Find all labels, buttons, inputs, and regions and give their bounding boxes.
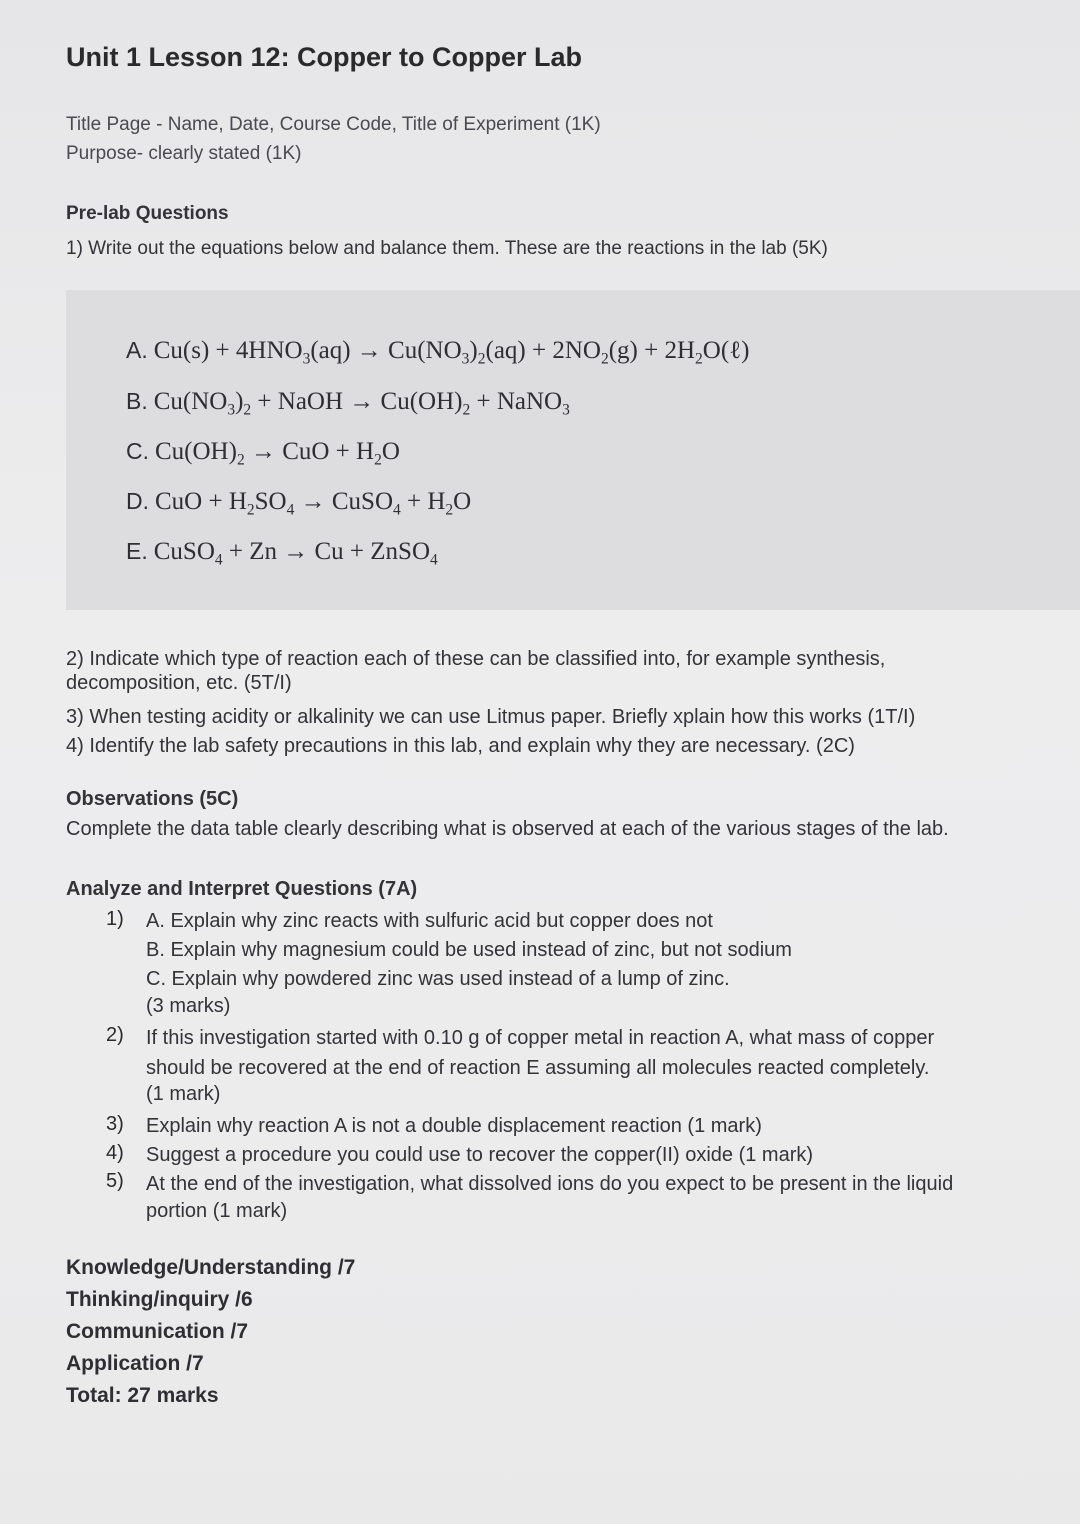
analyze-question-1-marks: (3 marks)	[146, 995, 231, 1017]
analyze-question-3: Explain why reaction A is not a double displacement reaction (1 mark)	[146, 1115, 762, 1137]
page-title: Unit 1 Lesson 12: Copper to Copper Lab	[66, 42, 583, 72]
question-number: 5)	[106, 1170, 124, 1192]
prelab-question-3: 3) When testing acidity or alkalinity we can use Litmus paper. Briefly xplain how this works (1T/I)	[66, 706, 916, 728]
equation-label: B.	[126, 388, 148, 414]
prelab-question-2-line1: 2) Indicate which type of reaction each of these can be classified into, for example synthesis,	[66, 648, 886, 670]
analyze-question-1c: C. Explain why powdered zinc was used instead of a lump of zinc.	[146, 968, 730, 990]
observations-text: Complete the data table clearly describing what is observed at each of the various stages of the lab.	[66, 818, 949, 840]
score-communication: Communication /7	[66, 1320, 249, 1343]
prelab-question-4: 4) Identify the lab safety precautions in this lab, and explain why they are necessary. (2C)	[66, 735, 855, 757]
score-thinking: Thinking/inquiry /6	[66, 1288, 253, 1311]
score-knowledge: Knowledge/Understanding /7	[66, 1256, 356, 1279]
equation-c: C. $Cu(OH)_2$ → CuO + $H_2O$	[126, 438, 400, 469]
score-total: Total: 27 marks	[66, 1384, 219, 1407]
equation-e: E. CuSO$_4$ + Zn → Cu + ZnSO$_4$	[126, 538, 438, 569]
equation-label: E.	[126, 538, 148, 564]
question-number: 1)	[106, 908, 124, 930]
equation-a: A. $Cu(s) + 4HNO_3(aq) \to Cu(NO_3)_2(aq) + 2NO_2(g)$ + $2H_2O(\ell)$	[126, 337, 750, 368]
analyze-question-2-line1: If this investigation started with 0.10 g of copper metal in reaction A, what mass of copper	[146, 1027, 935, 1049]
question-number: 2)	[106, 1024, 124, 1046]
question-number: 3)	[106, 1113, 124, 1135]
score-application: Application /7	[66, 1352, 204, 1375]
equation-label: C.	[126, 438, 149, 464]
equation-label: D.	[126, 488, 149, 514]
analyze-question-2-line2: should be recovered at the end of reaction E assuming all molecules reacted completely.	[146, 1057, 930, 1079]
observations-heading: Observations (5C)	[66, 788, 239, 810]
prelab-question-1: 1) Write out the equations below and balance them. These are the reactions in the lab (5K)	[66, 238, 828, 259]
analyze-question-1a: A. Explain why zinc reacts with sulfuric acid but copper does not	[146, 910, 713, 932]
equation-d: D. CuO + $H_2SO_4$ → CuSO$_4$ + $H_2O$	[126, 488, 472, 519]
prelab-question-2-line2: decomposition, etc. (5T/I)	[66, 672, 292, 694]
purpose-requirement: Purpose- clearly stated (1K)	[66, 143, 302, 164]
analyze-heading: Analyze and Interpret Questions (7A)	[66, 878, 418, 900]
analyze-question-5-line1: At the end of the investigation, what dissolved ions do you expect to be present in the liquid	[146, 1173, 954, 1195]
prelab-heading: Pre-lab Questions	[66, 203, 229, 224]
equation-label: A.	[126, 337, 148, 363]
equation-b: B. $Cu(NO_3)_2$ + NaOH → $Cu(OH)_2$ + NaNO$_3$	[126, 388, 570, 419]
analyze-question-5-line2: portion (1 mark)	[146, 1200, 288, 1222]
analyze-question-2-marks: (1 mark)	[146, 1083, 221, 1105]
question-number: 4)	[106, 1142, 124, 1164]
analyze-question-4: Suggest a procedure you could use to recover the copper(II) oxide (1 mark)	[146, 1144, 814, 1166]
analyze-question-1b: B. Explain why magnesium could be used instead of zinc, but not sodium	[146, 939, 792, 961]
title-page-requirement: Title Page - Name, Date, Course Code, Title of Experiment (1K)	[66, 114, 601, 135]
